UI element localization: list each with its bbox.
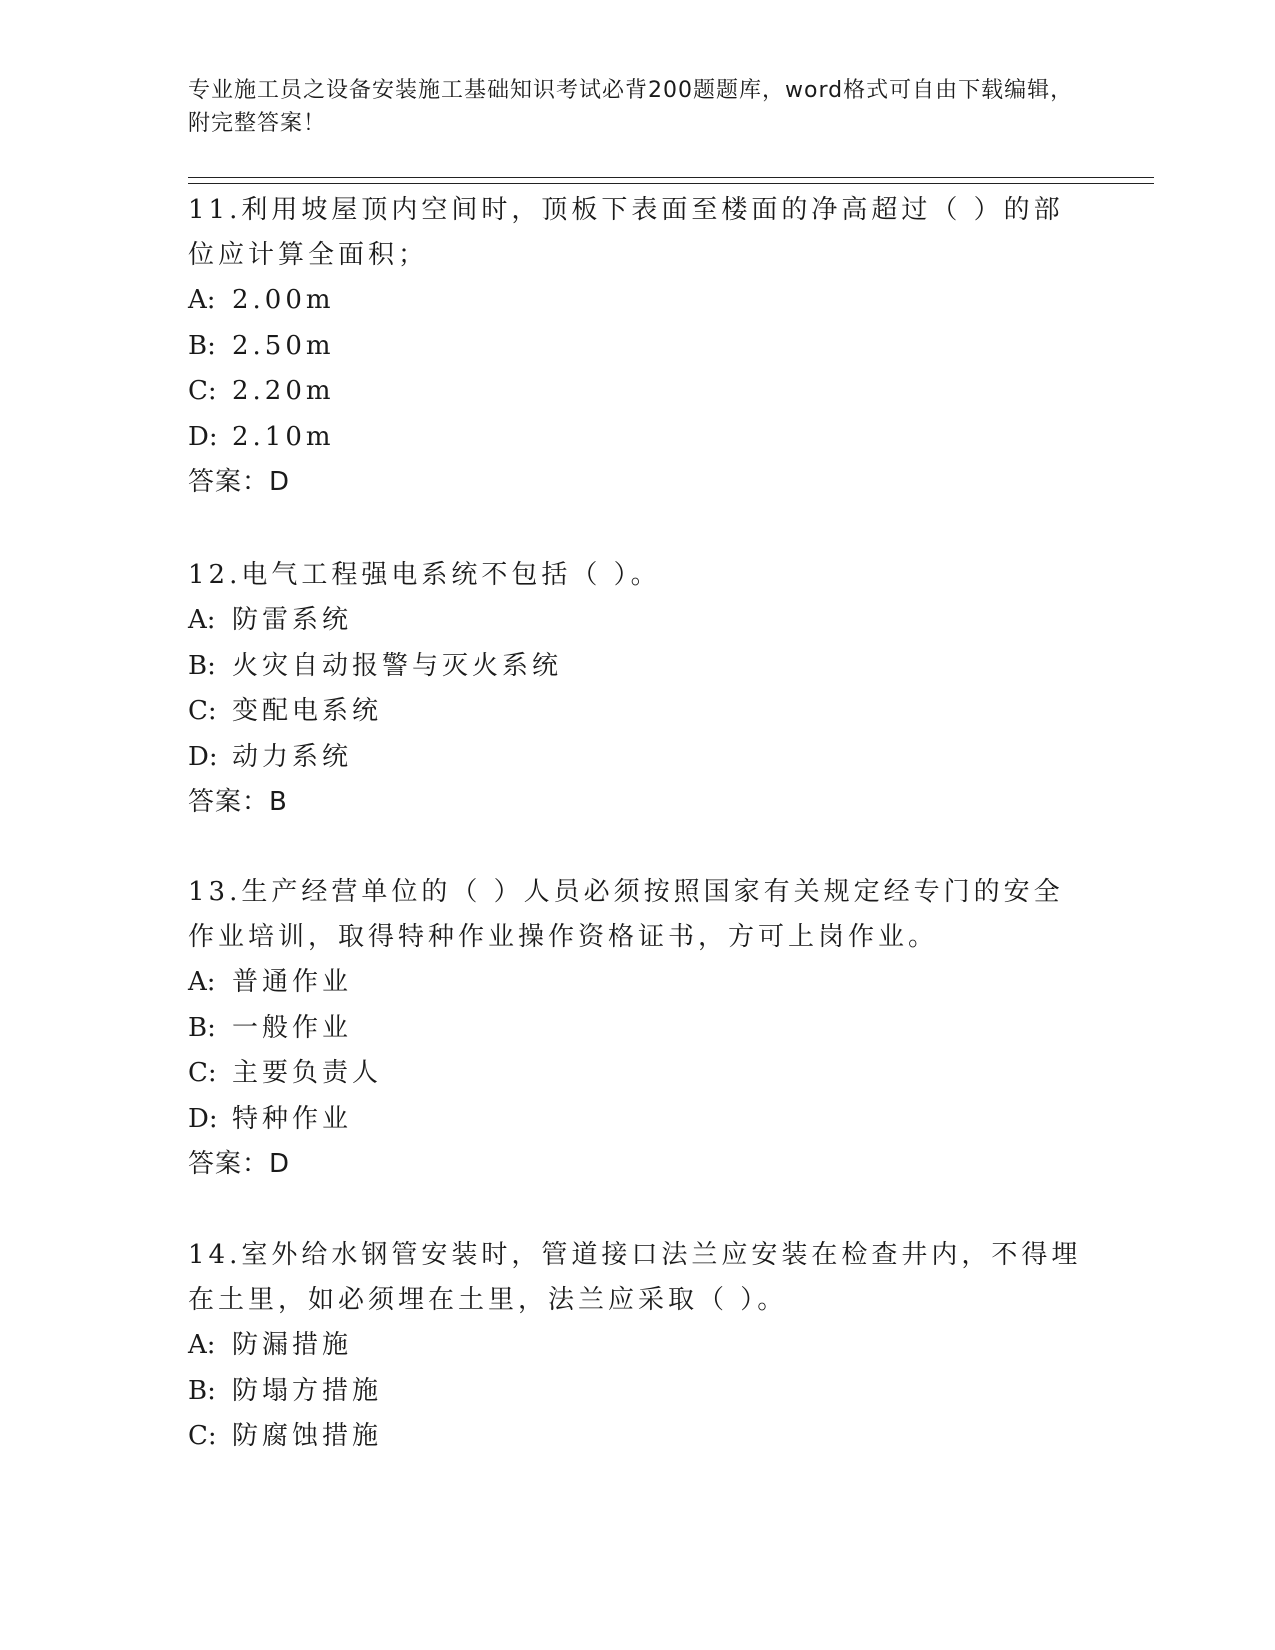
option-letter: C: — [188, 1421, 217, 1451]
option-b — [188, 644, 1088, 690]
option-text: 2.50m — [232, 330, 335, 361]
option-letter: B: — [188, 1012, 216, 1043]
header-divider-bottom — [188, 183, 1154, 184]
document-header-title: 专业施工员之设备安装施工基础知识考试必背200题题库，word格式可自由下载编辑，附完整答案！ — [188, 78, 1074, 136]
option-b — [188, 1006, 1088, 1052]
option-text: 一般作业 — [232, 1012, 353, 1043]
option-text: 火灾自动报警与灭火系统 — [232, 650, 563, 681]
question-stem: 14.室外给水钢管安装时，管道接口法兰应安装在检查井内，不得埋在土里，如必须埋在土里，法兰应采取（ ）。 — [188, 1240, 1082, 1315]
question-stem: 11.利用坡屋顶内空间时，顶板下表面至楼面的净高超过（ ）的部位应计算全面积； — [188, 195, 1064, 270]
option-text: 2.20m — [232, 376, 335, 406]
option-text: 防塌方措施 — [232, 1375, 383, 1406]
option-c — [188, 689, 1088, 735]
option-letter: D: — [188, 741, 218, 772]
question-13 — [188, 870, 1088, 1187]
answer-line: 答案：B — [188, 787, 288, 817]
option-text: 普通作业 — [232, 967, 353, 997]
option-letter: D: — [188, 1103, 218, 1134]
option-letter: C: — [188, 1058, 217, 1088]
question-14 — [188, 1233, 1088, 1460]
option-text: 主要负责人 — [232, 1058, 383, 1088]
question-stem: 12.电气工程强电系统不包括（ ）。 — [188, 560, 661, 590]
option-text: 防漏措施 — [232, 1330, 353, 1360]
option-d — [188, 1097, 1088, 1143]
option-letter: B: — [188, 650, 216, 681]
option-c — [188, 369, 1088, 415]
option-letter: A: — [188, 605, 216, 635]
option-text: 2.10m — [232, 421, 335, 452]
question-stem: 13.生产经营单位的（ ）人员必须按照国家有关规定经专门的安全作业培训，取得特种作业操作资格证书，方可上岗作业。 — [188, 877, 1064, 952]
option-letter: B: — [188, 1375, 216, 1406]
option-letter: D: — [188, 421, 218, 452]
option-a — [188, 598, 1088, 644]
option-b — [188, 1369, 1088, 1415]
option-text: 变配电系统 — [232, 696, 383, 726]
option-d — [188, 735, 1088, 781]
answer-line: 答案：D — [188, 1149, 291, 1179]
question-11 — [188, 188, 1088, 505]
option-c — [188, 1414, 1088, 1460]
option-a — [188, 960, 1088, 1006]
answer-line: 答案：D — [188, 467, 291, 497]
option-letter: A: — [188, 285, 216, 315]
option-letter: C: — [188, 376, 217, 406]
option-a — [188, 1323, 1088, 1369]
option-text: 2.00m — [232, 285, 335, 315]
option-letter: A: — [188, 1330, 216, 1360]
option-text: 动力系统 — [232, 741, 353, 772]
option-text: 特种作业 — [232, 1103, 353, 1134]
option-letter: B: — [188, 330, 216, 361]
header-divider-top — [188, 177, 1154, 178]
option-c — [188, 1051, 1088, 1097]
option-text: 防雷系统 — [232, 605, 353, 635]
option-d — [188, 415, 1088, 461]
option-a — [188, 278, 1088, 324]
option-letter: C: — [188, 696, 217, 726]
option-letter: A: — [188, 967, 216, 997]
option-text: 防腐蚀措施 — [232, 1421, 383, 1451]
option-b — [188, 324, 1088, 370]
question-12 — [188, 553, 1088, 825]
